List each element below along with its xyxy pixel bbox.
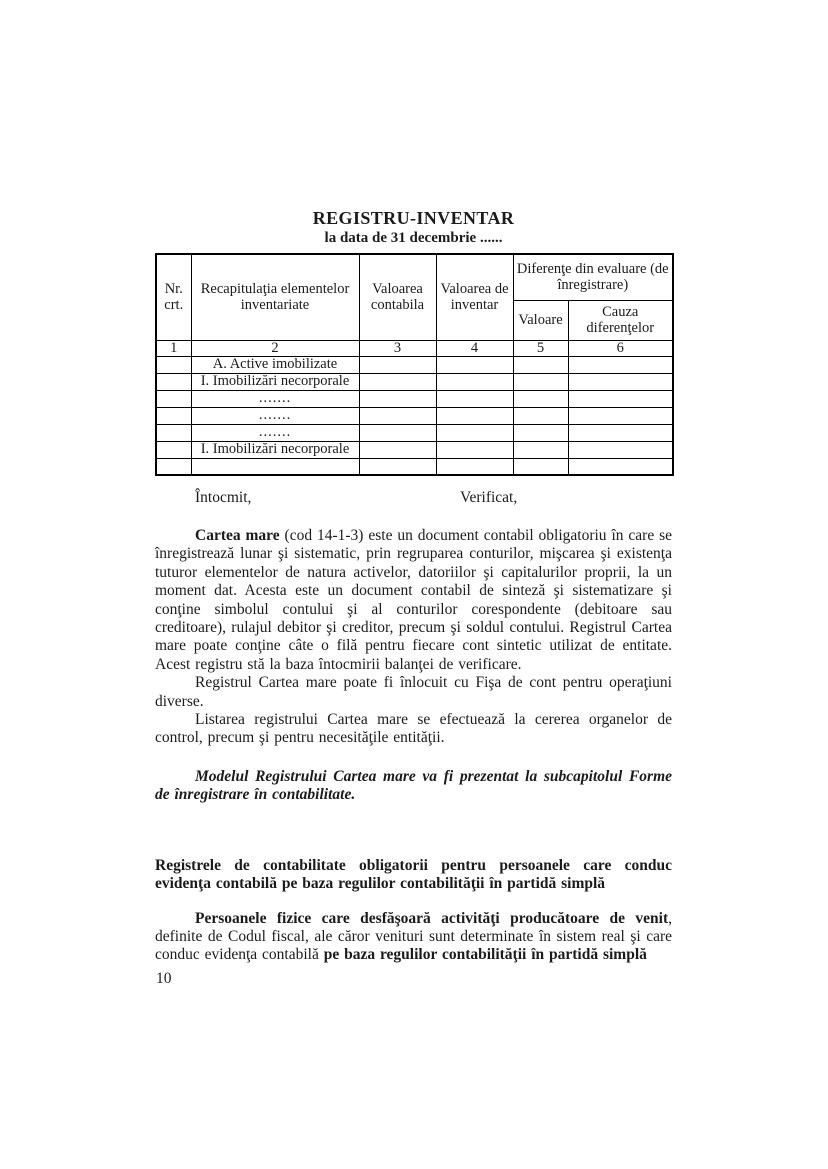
table-cell	[359, 407, 436, 424]
table-cell	[568, 373, 673, 390]
table-cell	[359, 441, 436, 458]
table-cell	[436, 441, 513, 458]
table-cell	[156, 407, 191, 424]
paragraph-fisa-de-cont: Registrul Cartea mare poate fi înlocuit cu Fişa de cont pentru operaţiuni diverse.	[155, 674, 672, 710]
header-valoarea-inventar: Valoarea de inventar	[436, 254, 513, 340]
table-cell	[436, 407, 513, 424]
table-cell	[359, 356, 436, 373]
table-cell	[359, 390, 436, 407]
page-number: 10	[156, 970, 172, 987]
header-recapitulatia: Recapitulaţia elementelor inventariate	[191, 254, 359, 340]
table-cell	[513, 458, 568, 475]
table-cell	[513, 373, 568, 390]
table-cell	[568, 424, 673, 441]
paragraph-listarea: Listarea registrului Cartea mare se efectuează la cererea organelor de control, precum şi pentru necesităţile entităţii.	[155, 711, 672, 747]
table-cell	[513, 441, 568, 458]
table-cell	[513, 424, 568, 441]
table-cell	[359, 458, 436, 475]
row-label: I. Imobilizări necorporale	[191, 373, 359, 390]
signature-verificat: Verificat,	[460, 489, 518, 506]
table-cell	[156, 441, 191, 458]
page-content	[155, 208, 672, 965]
header-valoarea-contabila: Valoarea contabila	[359, 254, 436, 340]
header-cauza: Cauza diferenţelor	[568, 300, 673, 340]
row-label: .......	[191, 407, 359, 424]
header-valoare: Valoare	[513, 300, 568, 340]
column-number: 2	[191, 340, 359, 356]
document-subtitle: la data de 31 decembrie ......	[324, 230, 503, 246]
table-cell	[568, 441, 673, 458]
row-label: .......	[191, 424, 359, 441]
table-cell	[156, 458, 191, 475]
table-cell	[156, 373, 191, 390]
section-heading-registrele: Registrele de contabilitate obligatorii pentru persoanele care conduc evidenţa contabilă pe baza regulilor contabilităţii în partidă simplă	[155, 856, 672, 893]
document-title: REGISTRU-INVENTAR	[312, 208, 515, 228]
table-cell	[359, 373, 436, 390]
signature-line	[155, 489, 672, 508]
table-cell	[156, 424, 191, 441]
table-cell	[156, 390, 191, 407]
paragraph-persoanele-fizice: Persoanele fizice care desfăşoară activităţi producătoare de venit, definite de Codul fiscal, ale căror venituri sunt determinate în sistem real şi care conduc evidenţa contabilă pe baza regulilor contabilităţii în partidă simplă	[155, 909, 672, 964]
table-cell	[513, 407, 568, 424]
table-cell	[513, 356, 568, 373]
table-cell	[436, 373, 513, 390]
header-diferente: Diferenţe din evaluare (de înregistrare)	[513, 254, 673, 300]
row-label	[191, 458, 359, 475]
registru-inventar-table	[155, 253, 674, 476]
column-number: 5	[513, 340, 568, 356]
column-number: 4	[436, 340, 513, 356]
table-cell	[568, 390, 673, 407]
table-cell	[568, 356, 673, 373]
table-cell	[436, 458, 513, 475]
paragraph-modelul-registrului: Modelul Registrului Cartea mare va fi prezentat la subcapitolul Forme de înregistrare în contabilitate.	[155, 767, 672, 804]
table-cell	[568, 407, 673, 424]
paragraph-cartea-mare: Cartea mare (cod 14-1-3) este un document contabil obligatoriu în care se înregistrează lunar şi sistematic, prin regruparea conturilor, mişcarea şi existenţa tuturor elementelor de natura activelor, datoriilor şi capitalurilor proprii, la un moment dat. Acesta este un document contabil de sinteză şi sistematizare şi conţine simbolul contului şi al conturilor corespondente (debitoare sau creditoare), rulajul debitor şi creditor, precum şi soldul contului. Registrul Cartea mare poate conţine câte o filă pentru fiecare cont sintetic utilizat de entitate. Acest registru stă la baza întocmirii balanţei de verificare.	[155, 527, 672, 673]
table-cell	[359, 424, 436, 441]
row-label: .......	[191, 390, 359, 407]
header-nr-crt: Nr. crt.	[156, 254, 191, 340]
signature-intocmit: Întocmit,	[195, 489, 252, 506]
table-cell	[436, 356, 513, 373]
table-cell	[568, 458, 673, 475]
row-label: I. Imobilizări necorporale	[191, 441, 359, 458]
column-number: 3	[359, 340, 436, 356]
column-number: 1	[156, 340, 191, 356]
row-label: A. Active imobilizate	[191, 356, 359, 373]
table-cell	[436, 390, 513, 407]
table-cell	[436, 424, 513, 441]
column-number: 6	[568, 340, 673, 356]
table-cell	[513, 390, 568, 407]
table-cell	[156, 356, 191, 373]
